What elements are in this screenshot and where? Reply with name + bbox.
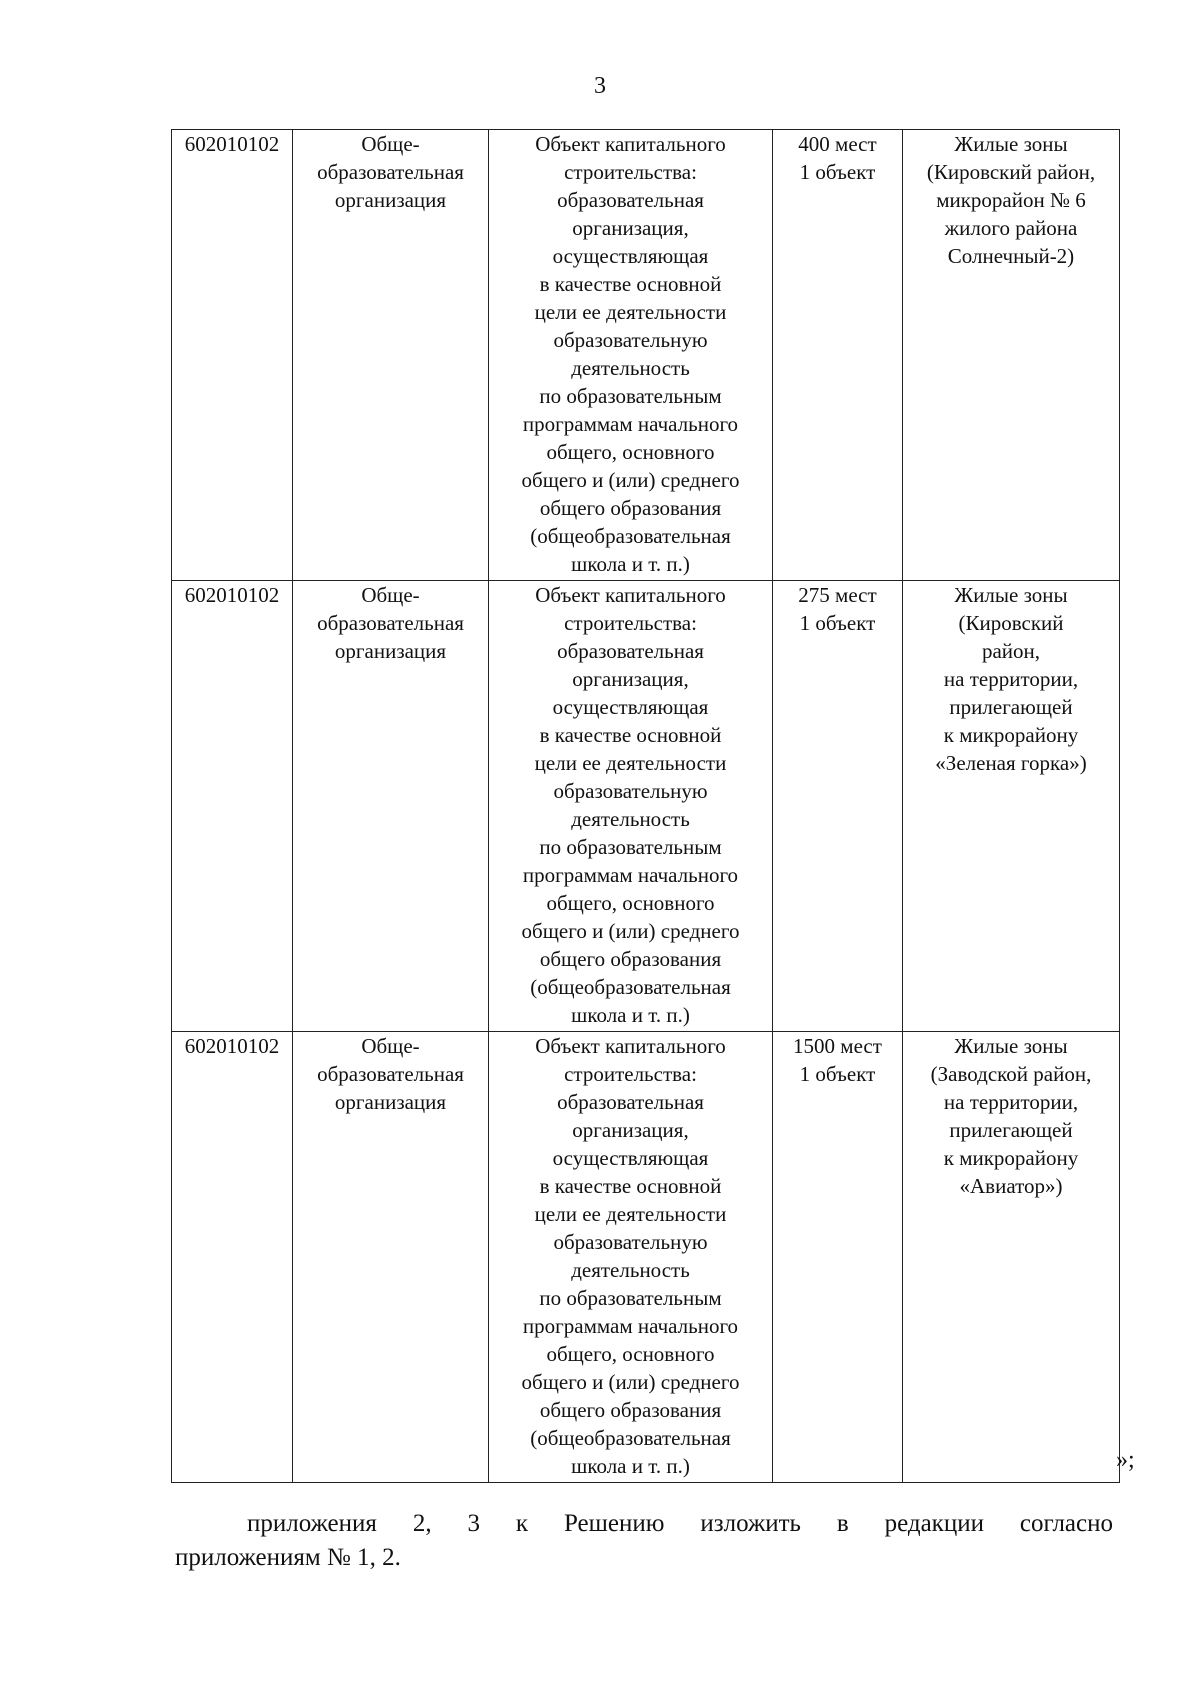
- cell-line: деятельность: [571, 356, 690, 380]
- table-row: [172, 581, 1120, 1032]
- table-row: [172, 130, 1120, 581]
- cell-line: организация: [334, 188, 447, 212]
- capacity-cell: [773, 1032, 903, 1483]
- cell-line: цели ее деятельности: [534, 300, 727, 324]
- cell-line: общего и (или) среднего: [521, 1370, 740, 1394]
- cell-line: Обще-: [361, 132, 420, 156]
- cell-line: Обще-: [361, 583, 420, 607]
- table-body: [172, 130, 1120, 1483]
- cell-line: деятельность: [571, 1258, 690, 1282]
- cell-line: Объект капитального: [535, 132, 726, 156]
- cell-line: общего и (или) среднего: [521, 468, 740, 492]
- cell-line: общего образования: [539, 1398, 722, 1422]
- cell-line: прилегающей: [949, 695, 1073, 719]
- cell-line: осуществляющая: [552, 1146, 709, 1170]
- cell-line: в качестве основной: [539, 723, 722, 747]
- cell-line: организация: [334, 1090, 447, 1114]
- zone-cell: [903, 130, 1120, 581]
- cell-line: (Кировский: [958, 611, 1064, 635]
- cell-line: общего и (или) среднего: [521, 919, 740, 943]
- cell-line: образовательную: [553, 1230, 708, 1254]
- zoning-table: [171, 129, 1120, 1483]
- page-number: 3: [594, 73, 606, 99]
- cell-line: программам начального: [522, 412, 739, 436]
- zone-cell: [903, 581, 1120, 1032]
- table-row: [172, 1032, 1120, 1483]
- cell-line: программам начального: [522, 1314, 739, 1338]
- code-cell: 602010102: [172, 130, 293, 581]
- cell-line: Солнечный-2): [947, 244, 1075, 268]
- cell-line: 1 объект: [799, 611, 876, 635]
- cell-line: общего, основного: [546, 891, 715, 915]
- cell-line: Жилые зоны: [954, 583, 1068, 607]
- cell-line: образовательную: [553, 328, 708, 352]
- cell-line: образовательная: [557, 639, 704, 663]
- cell-line: район,: [981, 639, 1041, 663]
- cell-line: 1 объект: [799, 160, 876, 184]
- cell-line: Объект капитального: [535, 1034, 726, 1058]
- cell-line: 1500 мест: [793, 1034, 882, 1058]
- cell-line: «Зеленая горка»): [935, 751, 1087, 775]
- object-name-cell: [293, 1032, 489, 1483]
- object-name-cell: [293, 581, 489, 1032]
- cell-line: организация,: [572, 1118, 689, 1142]
- cell-line: жилого района: [944, 216, 1078, 240]
- cell-line: осуществляющая: [552, 244, 709, 268]
- cell-line: деятельность: [571, 807, 690, 831]
- cell-line: школа и т. п.): [571, 1003, 690, 1027]
- paragraph-line-2: приложениям № 1, 2.: [175, 1544, 401, 1571]
- cell-line: (Заводской район,: [930, 1062, 1092, 1086]
- code-cell: 602010102: [172, 1032, 293, 1483]
- closing-quote-mark: »;: [1116, 1447, 1135, 1473]
- cell-line: строительства:: [564, 1062, 697, 1086]
- cell-line: организация: [334, 639, 447, 663]
- cell-line: 275 мест: [798, 583, 877, 607]
- paragraph-line-1: приложения 2, 3 к Решению изложить в редакции согласно: [247, 1510, 1113, 1537]
- cell-line: строительства:: [564, 611, 697, 635]
- cell-line: к микрорайону: [943, 1146, 1079, 1170]
- cell-line: программам начального: [522, 863, 739, 887]
- capacity-cell: [773, 581, 903, 1032]
- cell-line: Жилые зоны: [954, 132, 1068, 156]
- cell-line: школа и т. п.): [571, 1454, 690, 1478]
- cell-line: образовательную: [553, 779, 708, 803]
- cell-line: организация,: [572, 216, 689, 240]
- cell-line: цели ее деятельности: [534, 1202, 727, 1226]
- cell-line: микрорайон № 6: [936, 188, 1086, 212]
- cell-line: в качестве основной: [539, 272, 722, 296]
- cell-line: Обще-: [361, 1034, 420, 1058]
- description-cell: [489, 1032, 773, 1483]
- amendment-paragraph: [175, 1507, 1113, 1575]
- description-cell: [489, 581, 773, 1032]
- cell-line: образовательная: [557, 188, 704, 212]
- cell-line: на территории,: [943, 667, 1079, 691]
- code-cell: 602010102: [172, 581, 293, 1032]
- cell-line: общего образования: [539, 947, 722, 971]
- cell-line: на территории,: [943, 1090, 1079, 1114]
- cell-line: общего образования: [539, 496, 722, 520]
- cell-line: общего, основного: [546, 1342, 715, 1366]
- cell-line: образовательная: [317, 1062, 464, 1086]
- cell-line: образовательная: [557, 1090, 704, 1114]
- cell-line: по образовательным: [539, 835, 722, 859]
- object-name-cell: [293, 130, 489, 581]
- cell-line: образовательная: [317, 160, 464, 184]
- cell-line: (общеобразовательная: [530, 1426, 731, 1450]
- cell-line: (общеобразовательная: [530, 975, 731, 999]
- description-cell: [489, 130, 773, 581]
- cell-line: (общеобразовательная: [530, 524, 731, 548]
- cell-line: 1 объект: [799, 1062, 876, 1086]
- cell-line: по образовательным: [539, 1286, 722, 1310]
- cell-line: к микрорайону: [943, 723, 1079, 747]
- cell-line: Жилые зоны: [954, 1034, 1068, 1058]
- cell-line: школа и т. п.): [571, 552, 690, 576]
- zone-cell: [903, 1032, 1120, 1483]
- cell-line: «Авиатор»): [959, 1174, 1063, 1198]
- cell-line: по образовательным: [539, 384, 722, 408]
- cell-line: образовательная: [317, 611, 464, 635]
- cell-line: Объект капитального: [535, 583, 726, 607]
- capacity-cell: [773, 130, 903, 581]
- cell-line: цели ее деятельности: [534, 751, 727, 775]
- cell-line: общего, основного: [546, 440, 715, 464]
- cell-line: в качестве основной: [539, 1174, 722, 1198]
- cell-line: (Кировский район,: [926, 160, 1096, 184]
- cell-line: осуществляющая: [552, 695, 709, 719]
- cell-line: организация,: [572, 667, 689, 691]
- cell-line: 400 мест: [798, 132, 877, 156]
- cell-line: прилегающей: [949, 1118, 1073, 1142]
- cell-line: строительства:: [564, 160, 697, 184]
